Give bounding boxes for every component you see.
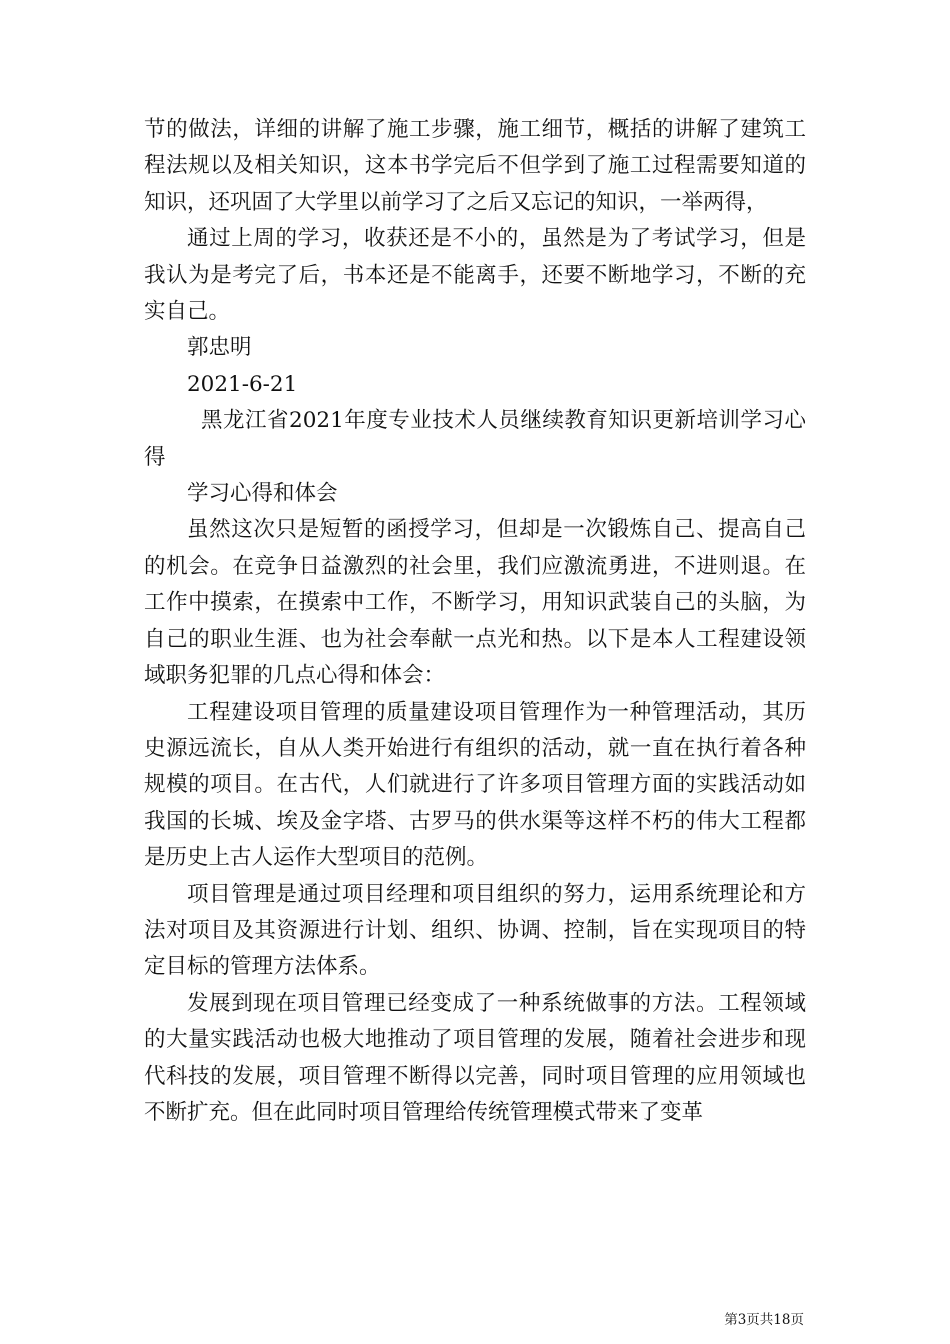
document-date: 2021-6-21 [187,371,298,397]
author-name: 郭忠明 [187,335,252,361]
paragraph-intro: 虽然这次只是短暂的函授学习，但却是一次锻炼自己、提高自己的机会。在竞争日益激烈的社会里，我们应激流勇进，不进则退。在工作中摸索，在摸索中工作，不断学习，用知识武装自己的头脑，为自己的职业生涯、也为社会奉献一点光和热。以下是本人工程建设领域职务犯罪的几点心得和体会： [144,517,806,689]
paragraph-continuation: 节的做法，详细的讲解了施工步骤，施工细节，概括的讲解了建筑工程法规以及相关知识，这本书学完后不但学到了施工过程需要知道的知识，还巩固了大学里以前学习了之后又忘记的知识，一举两得， [144,117,806,215]
paragraph-development: 发展到现在项目管理已经变成了一种系统做事的方法。工程领域的大量实践活动也极大地推动了项目管理的发展，随着社会进步和现代科技的发展，项目管理不断得以完善，同时项目管理的应用领域也不断扩充。但在此同时项目管理给传统管理模式带来了变革 [144,990,806,1125]
document-title: 黑龙江省2021年度专业技术人员继续教育知识更新培训学习心得 [144,408,806,470]
document-subtitle: 学习心得和体会 [187,481,338,507]
paragraph-summary: 通过上周的学习，收获还是不小的，虽然是为了考试学习，但是我认为是考完了后，书本还是不能离手，还要不断地学习，不断的充实自己。 [144,226,806,325]
paragraph-history: 工程建设项目管理的质量建设项目管理作为一种管理活动，其历史源远流长，自从人类开始进行有组织的活动，就一直在执行着各种规模的项目。在古代，人们就进行了许多项目管理方面的实践活动如我国的长城、埃及金字塔、古罗马的供水渠等这样不朽的伟大工程都是历史上古人运作大型项目的范例。 [144,699,806,871]
page-number: 第3页共18页 [724,1312,804,1328]
document-body [144,112,806,1131]
paragraph-definition: 项目管理是通过项目经理和项目组织的努力，运用系统理论和方法对项目及其资源进行计划、组织、协调、控制，旨在实现项目的特定目标的管理方法体系。 [144,881,806,980]
